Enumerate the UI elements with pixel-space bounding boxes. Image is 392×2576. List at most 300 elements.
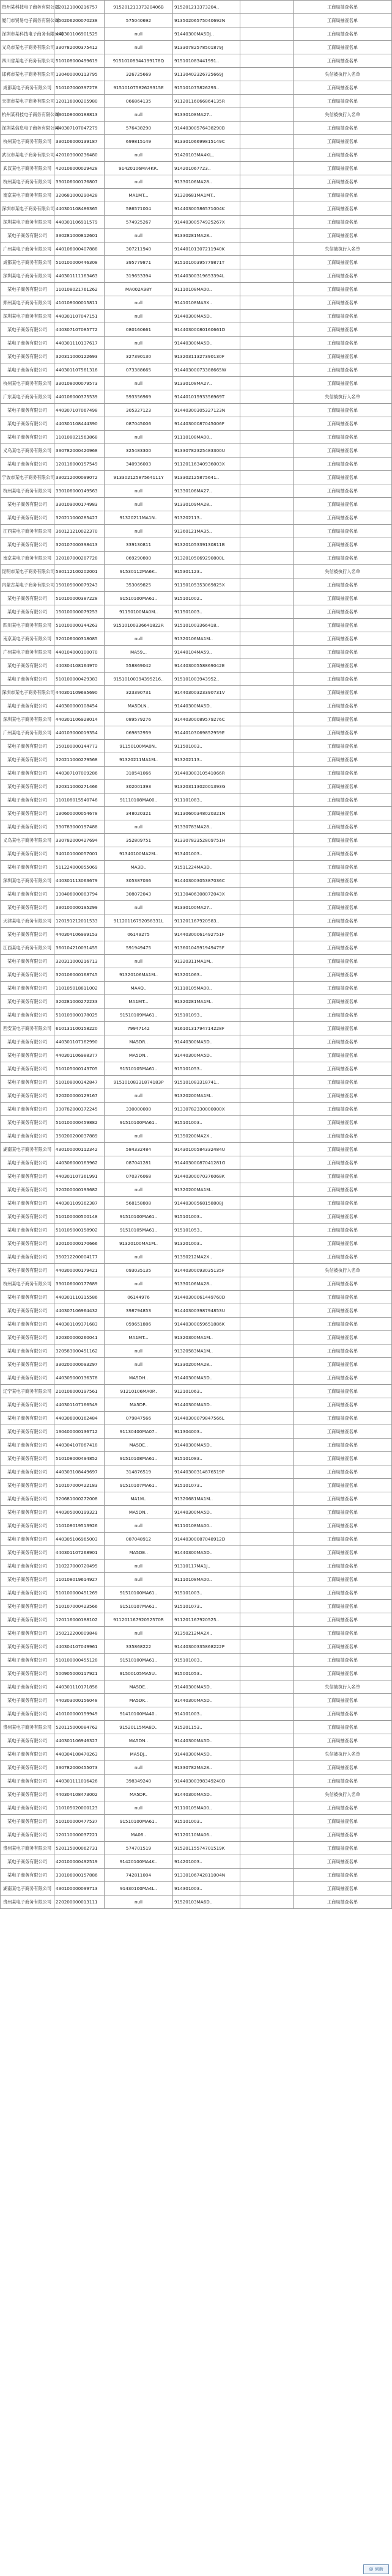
status-cell: 工商局抽查名单 <box>294 874 392 888</box>
company-name-cell: 某电子商务有限公司 <box>1 1156 54 1170</box>
org-code-cell: 699815149 <box>105 135 173 148</box>
blank-cell <box>240 269 294 283</box>
reg-code-cell: 320107000398413 <box>54 538 105 552</box>
reg-code-cell: 440300000179421 <box>54 1264 105 1277</box>
blank-cell <box>240 1062 294 1076</box>
blank-cell <box>240 1721 294 1734</box>
status-cell: 工商局抽查名单 <box>294 1062 392 1076</box>
reg-code-cell: 440301106901525 <box>54 27 105 41</box>
reg-code-cell: 440301107166549 <box>54 1398 105 1412</box>
blank-cell <box>240 431 294 444</box>
blank-cell <box>240 1183 294 1197</box>
company-name-cell: 某电子商务有限公司 <box>1 1546 54 1560</box>
blank-cell <box>240 444 294 458</box>
company-name-cell: 某电子商务有限公司 <box>1 605 54 619</box>
table-row <box>1 1452 392 1465</box>
table-row <box>1 1250 392 1264</box>
table-row <box>1 901 392 914</box>
table-row <box>1 1828 392 1842</box>
reg-code-cell: 330106000177689 <box>54 1277 105 1291</box>
org-code-cell: 91510100MA61.. <box>105 1815 173 1828</box>
status-cell: 工商局抽查名单 <box>294 1439 392 1452</box>
org-code-cell: 353069825 <box>105 578 173 592</box>
credit-code-cell: 91320106MA1M.. <box>173 632 240 646</box>
credit-code-cell: 91320311327390130F <box>173 350 240 363</box>
blank-cell <box>240 1103 294 1116</box>
table-row <box>1 1224 392 1237</box>
reg-code-cell: 320107000287728 <box>54 552 105 565</box>
table-row <box>1 995 392 1009</box>
reg-code-cell: 510100000451269 <box>54 1586 105 1600</box>
org-code-cell: 059651886 <box>105 1318 173 1331</box>
blank-cell <box>240 834 294 847</box>
credit-code-cell: 91350212MA2X.. <box>173 1250 240 1264</box>
table-row <box>1 780 392 794</box>
credit-code-cell: 911201167920583.. <box>173 914 240 928</box>
company-name-cell: 南京某电子商务有限公司 <box>1 632 54 646</box>
reg-code-cell: 440106000407888 <box>54 243 105 256</box>
company-name-cell: 某电子商务有限公司 <box>1 1600 54 1613</box>
status-cell: 工商局抽查名单 <box>294 699 392 713</box>
credit-code-cell: 91120116340936003X <box>173 458 240 471</box>
blank-cell <box>240 794 294 807</box>
credit-code-cell: 915101073.. <box>173 1479 240 1492</box>
status-cell: 工商局抽查名单 <box>294 95 392 108</box>
org-code-cell: 568158808 <box>105 1197 173 1210</box>
org-code-cell: 586571004 <box>105 202 173 216</box>
blank-cell <box>240 1425 294 1439</box>
org-code-cell: 91340100MA2M.. <box>105 847 173 861</box>
reg-code-cell: 440106000375539 <box>54 390 105 404</box>
status-cell: 工商局抽查名单 <box>294 377 392 390</box>
org-code-cell: MA1MT... <box>105 1331 173 1345</box>
table-row <box>1 1156 392 1170</box>
status-cell: 失信被执行人名单 <box>294 68 392 81</box>
reg-code-cell: 420103000236480 <box>54 148 105 162</box>
credit-code-cell: 911501003.. <box>173 605 240 619</box>
status-cell: 工商局抽查名单 <box>294 1465 392 1479</box>
status-cell: 工商局抽查名单 <box>294 1654 392 1667</box>
credit-code-cell: 91430100584332484U <box>173 1143 240 1156</box>
blank-cell <box>240 767 294 780</box>
credit-code-cell: 91520103MA6D.. <box>173 1896 240 1909</box>
org-code-cell: null <box>105 901 173 914</box>
company-name-cell: 深圳市某电子商务有限公司 <box>1 202 54 216</box>
status-cell: 工商局抽查名单 <box>294 269 392 283</box>
table-row <box>1 1 392 14</box>
table-row <box>1 471 392 484</box>
status-cell: 工商局抽查名单 <box>294 1573 392 1586</box>
status-cell: 工商局抽查名单 <box>294 982 392 995</box>
credit-code-cell: 91330782330000000X <box>173 1103 240 1116</box>
blank-cell <box>240 888 294 901</box>
reg-code-cell: 440305106965003 <box>54 1533 105 1546</box>
credit-code-cell: 915101083441991.. <box>173 54 240 68</box>
org-code-cell: 91330212587564111Y <box>105 471 173 484</box>
company-name-cell: 深圳某电子商务有限公司 <box>1 874 54 888</box>
company-name-cell: 某电子商务有限公司 <box>1 699 54 713</box>
reg-code-cell: 430100000099713 <box>54 1882 105 1896</box>
org-code-cell: null <box>105 27 173 41</box>
company-name-cell: 义乌市某电子商务有限公司 <box>1 41 54 54</box>
org-code-cell: MA5DE.. <box>105 1439 173 1452</box>
blank-cell <box>240 1210 294 1224</box>
table-row <box>1 122 392 135</box>
company-name-cell: 某电子商务有限公司 <box>1 1210 54 1224</box>
status-cell: 失信被执行人名单 <box>294 1788 392 1801</box>
credit-code-cell: 91110108MA00.. <box>173 1519 240 1533</box>
credit-code-cell: 91130402326725669J <box>173 68 240 81</box>
company-name-cell: 某电子商务有限公司 <box>1 498 54 511</box>
reg-code-cell: 330106000176807 <box>54 175 105 189</box>
credit-code-cell: 913201003.. <box>173 1237 240 1250</box>
reg-code-cell: 510107000423566 <box>54 1600 105 1613</box>
org-code-cell: null <box>105 175 173 189</box>
credit-code-cell: 91320300MA1M.. <box>173 1331 240 1345</box>
table-row <box>1 1049 392 1062</box>
org-code-cell: 575040692 <box>105 14 173 27</box>
org-code-cell: 91510100MA61.. <box>105 1654 173 1667</box>
table-row <box>1 1613 392 1627</box>
reg-code-cell: 320200000193682 <box>54 1183 105 1197</box>
credit-code-cell: 91440300061449760D <box>173 1291 240 1304</box>
reg-code-cell: 330100000195299 <box>54 901 105 914</box>
org-code-cell: 91210106MA0P.. <box>105 1385 173 1398</box>
status-cell: 工商局抽查名单 <box>294 552 392 565</box>
org-code-cell: MA5DP.. <box>105 1398 173 1412</box>
company-name-cell: 某电子商务有限公司 <box>1 955 54 968</box>
reg-code-cell: 330782000420968 <box>54 444 105 458</box>
status-cell: 工商局抽查名单 <box>294 928 392 941</box>
status-cell: 工商局抽查名单 <box>294 1492 392 1506</box>
org-code-cell: 91420106MA4KP.. <box>105 162 173 175</box>
reg-code-cell: 440301107047151 <box>54 310 105 323</box>
reg-code-cell: 320211000279568 <box>54 753 105 767</box>
status-cell: 工商局抽查名单 <box>294 1170 392 1183</box>
company-name-cell: 某电子商务有限公司 <box>1 404 54 417</box>
credit-code-cell: 91110108MA00.. <box>173 283 240 296</box>
blank-cell <box>240 41 294 54</box>
credit-code-cell: 91440300MA5D.. <box>173 1546 240 1560</box>
table-row <box>1 941 392 955</box>
company-name-cell: 某电子商务有限公司 <box>1 780 54 794</box>
status-cell: 工商局抽查名单 <box>294 1210 392 1224</box>
blank-cell <box>240 928 294 941</box>
table-row <box>1 54 392 68</box>
table-row <box>1 699 392 713</box>
table-row <box>1 1291 392 1304</box>
reg-code-cell: 330212000099072 <box>54 471 105 484</box>
status-cell: 工商局抽查名单 <box>294 888 392 901</box>
org-code-cell: 395779871 <box>105 256 173 269</box>
blank-cell <box>240 363 294 377</box>
blank-cell <box>240 189 294 202</box>
credit-code-cell: 911101083.. <box>173 794 240 807</box>
status-cell: 工商局抽查名单 <box>294 350 392 363</box>
org-code-cell: 398794853 <box>105 1304 173 1318</box>
credit-code-cell: 91330100MA27.. <box>173 901 240 914</box>
table-row <box>1 1573 392 1586</box>
company-name-cell: 某电子商务有限公司 <box>1 1089 54 1103</box>
status-cell: 工商局抽查名单 <box>294 847 392 861</box>
company-name-cell: 宁波市某电子商务有限公司 <box>1 471 54 484</box>
blank-cell <box>240 54 294 68</box>
table-row <box>1 1398 392 1412</box>
org-code-cell: null <box>105 1277 173 1291</box>
company-name-cell: 某电子商务有限公司 <box>1 659 54 673</box>
blank-cell <box>240 1049 294 1062</box>
org-code-cell: MA5DN.. <box>105 1734 173 1748</box>
table-row <box>1 458 392 471</box>
status-cell: 工商局抽查名单 <box>294 296 392 310</box>
company-name-cell: 某电子商务有限公司 <box>1 1116 54 1129</box>
credit-code-cell: 91330782MA28.. <box>173 1761 240 1775</box>
reg-code-cell: 120116000205980 <box>54 95 105 108</box>
table-row <box>1 283 392 296</box>
reg-code-cell: 511224000055069 <box>54 861 105 874</box>
blank-cell <box>240 995 294 1009</box>
company-name-cell: 某电子商务有限公司 <box>1 1291 54 1304</box>
blank-cell <box>240 955 294 968</box>
table-row <box>1 202 392 216</box>
table-row <box>1 1170 392 1183</box>
company-name-cell: 某电子商务有限公司 <box>1 1049 54 1062</box>
status-cell: 工商局抽查名单 <box>294 1371 392 1385</box>
reg-code-cell: 130600000054678 <box>54 807 105 820</box>
table-row <box>1 1855 392 1869</box>
company-name-cell: 某电子商务有限公司 <box>1 1304 54 1318</box>
org-code-cell: null <box>105 498 173 511</box>
company-name-cell: 广州某电子商务有限公司 <box>1 243 54 256</box>
reg-code-cell: 420106000029428 <box>54 162 105 175</box>
table-row <box>1 1546 392 1560</box>
blank-cell <box>240 1560 294 1573</box>
reg-code-cell: 440304108470263 <box>54 1748 105 1761</box>
table-row <box>1 1801 392 1815</box>
org-code-cell: 742811004 <box>105 1869 173 1882</box>
table-row <box>1 1035 392 1049</box>
table-row <box>1 363 392 377</box>
company-name-cell: 某电子商务有限公司 <box>1 431 54 444</box>
credit-code-cell: 91610131794714228F <box>173 1022 240 1035</box>
org-code-cell: MA002A98Y <box>105 283 173 296</box>
org-code-cell: 339130811 <box>105 538 173 552</box>
credit-code-cell: 91360121MA35.. <box>173 525 240 538</box>
credit-code-cell: 91440300070376068K <box>173 1170 240 1183</box>
credit-code-cell: 91440300558869042E <box>173 659 240 673</box>
blank-cell <box>240 1089 294 1103</box>
table-row <box>1 431 392 444</box>
status-cell: 工商局抽查名单 <box>294 54 392 68</box>
blank-cell <box>240 377 294 390</box>
credit-code-cell: 913201063.. <box>173 968 240 982</box>
reg-code-cell: 440301109695690 <box>54 686 105 699</box>
table-row <box>1 1560 392 1573</box>
org-code-cell: null <box>105 1183 173 1197</box>
company-name-cell: 成都某电子商务有限公司 <box>1 81 54 95</box>
company-name-cell: 南京某电子商务有限公司 <box>1 552 54 565</box>
org-code-cell: 087041281 <box>105 1156 173 1170</box>
company-name-cell: 某电子商务有限公司 <box>1 1775 54 1788</box>
reg-code-cell: 320311000216713 <box>54 955 105 968</box>
company-name-cell: 深圳某电子商务有限公司 <box>1 713 54 726</box>
org-code-cell: null <box>105 1519 173 1533</box>
status-cell: 工商局抽查名单 <box>294 646 392 659</box>
blank-cell <box>240 1197 294 1210</box>
reg-code-cell: 440305000199321 <box>54 1506 105 1519</box>
credit-code-cell: 912101063.. <box>173 1385 240 1398</box>
blank-cell <box>240 914 294 928</box>
status-cell: 失信被执行人名单 <box>294 243 392 256</box>
blank-cell <box>240 1694 294 1707</box>
credit-code-cell: 914301003.. <box>173 1882 240 1896</box>
blank-cell <box>240 968 294 982</box>
table-row <box>1 444 392 458</box>
credit-code-cell: 915101003943952.. <box>173 673 240 686</box>
credit-code-cell: 91440104MA59.. <box>173 646 240 659</box>
credit-code-cell: 91150105353069825X <box>173 578 240 592</box>
reg-code-cell: 330782000372245 <box>54 1103 105 1116</box>
company-name-cell: 湖南某电子商务有限公司 <box>1 1143 54 1156</box>
table-row <box>1 337 392 350</box>
credit-code-cell: 91440300310541066R <box>173 767 240 780</box>
table-row <box>1 861 392 874</box>
reg-code-cell: 320681000272008 <box>54 1492 105 1506</box>
status-cell: 工商局抽查名单 <box>294 1129 392 1143</box>
reg-code-cell: 320211000285427 <box>54 511 105 525</box>
org-code-cell: 584332484 <box>105 1143 173 1156</box>
table-row <box>1 1197 392 1210</box>
table-row <box>1 1237 392 1250</box>
reg-code-cell: 360121210022370 <box>54 525 105 538</box>
org-code-cell: 91510108344199178Q <box>105 54 173 68</box>
blank-cell <box>240 417 294 431</box>
company-name-cell: 武汉某电子商务有限公司 <box>1 162 54 175</box>
credit-code-cell: 91320281MA1M.. <box>173 995 240 1009</box>
company-name-cell: 某电子商务有限公司 <box>1 1627 54 1640</box>
blank-cell <box>240 1775 294 1788</box>
table-row <box>1 1748 392 1761</box>
org-code-cell: null <box>105 1129 173 1143</box>
table-row <box>1 1022 392 1035</box>
company-name-cell: 某电子商务有限公司 <box>1 1197 54 1210</box>
company-name-cell: 杭州某电子商务有限公司 <box>1 484 54 498</box>
reg-code-cell: 320311000122693 <box>54 350 105 363</box>
table-row <box>1 578 392 592</box>
reg-code-cell: 330782000427694 <box>54 834 105 847</box>
status-cell: 工商局抽查名单 <box>294 525 392 538</box>
reg-code-cell: 410108000015811 <box>54 296 105 310</box>
status-cell: 工商局抽查名单 <box>294 673 392 686</box>
company-name-cell: 贵州某电子商务有限公司 <box>1 1721 54 1734</box>
table-row <box>1 914 392 928</box>
company-name-cell: 某电子商务有限公司 <box>1 1358 54 1371</box>
status-cell: 工商局抽查名单 <box>294 1882 392 1896</box>
table-row <box>1 847 392 861</box>
credit-code-cell: 915101083318741.. <box>173 1076 240 1089</box>
table-row <box>1 646 392 659</box>
reg-code-cell: 440301107361991 <box>54 1170 105 1183</box>
status-cell: 工商局抽查名单 <box>294 1667 392 1680</box>
blank-cell <box>240 337 294 350</box>
blank-cell <box>240 1277 294 1291</box>
table-row <box>1 686 392 699</box>
blank-cell <box>240 632 294 646</box>
org-code-cell: 91320106MA1M.. <box>105 968 173 982</box>
credit-code-cell: 91350206575040692N <box>173 14 240 27</box>
blank-cell <box>240 525 294 538</box>
reg-code-cell: 110105020000123 <box>54 1801 105 1815</box>
table-row <box>1 511 392 525</box>
credit-code-cell: 91310117MA1J.. <box>173 1560 240 1573</box>
reg-code-cell: 330783000197488 <box>54 820 105 834</box>
org-code-cell: MA5DK.. <box>105 1694 173 1707</box>
org-code-cell: 314876519 <box>105 1465 173 1479</box>
reg-code-cell: 320300000260041 <box>54 1331 105 1345</box>
table-row <box>1 888 392 901</box>
credit-code-cell: 91330106742811004N <box>173 1869 240 1882</box>
credit-code-cell: 91410108MA3X.. <box>173 296 240 310</box>
credit-code-cell: 913202113.. <box>173 753 240 767</box>
credit-code-cell: 91440300087045006F <box>173 417 240 431</box>
credit-code-cell: 91350200MA2X.. <box>173 1129 240 1143</box>
table-row <box>1 726 392 740</box>
table-row <box>1 1385 392 1398</box>
org-code-cell: 069290800 <box>105 552 173 565</box>
credit-code-cell: 91440300087041281G <box>173 1156 240 1170</box>
table-row <box>1 1667 392 1680</box>
status-cell: 工商局抽查名单 <box>294 417 392 431</box>
company-name-cell: 某电子商务有限公司 <box>1 673 54 686</box>
status-cell: 工商局抽查名单 <box>294 14 392 27</box>
status-cell: 工商局抽查名单 <box>294 175 392 189</box>
org-code-cell: 91510105MA61.. <box>105 1062 173 1076</box>
blank-cell <box>240 726 294 740</box>
blank-cell <box>240 807 294 820</box>
blank-cell <box>240 471 294 484</box>
org-code-cell: null <box>105 1358 173 1371</box>
company-name-cell: 广州某电子商务有限公司 <box>1 646 54 659</box>
credit-code-cell: 915101083.. <box>173 1452 240 1465</box>
status-cell: 工商局抽查名单 <box>294 901 392 914</box>
status-cell: 工商局抽查名单 <box>294 1613 392 1627</box>
table-row <box>1 310 392 323</box>
credit-code-cell: 91330108MA27.. <box>173 108 240 122</box>
reg-code-cell: 320100000170666 <box>54 1237 105 1250</box>
reg-code-cell: 510109000178025 <box>54 1009 105 1022</box>
blank-cell <box>240 1546 294 1560</box>
reg-code-cell: 510100000446308 <box>54 256 105 269</box>
reg-code-cell: 440307107009286 <box>54 767 105 780</box>
org-code-cell: 06144976 <box>105 1291 173 1304</box>
status-cell: 工商局抽查名单 <box>294 941 392 955</box>
org-code-cell: 91510109MA61.. <box>105 1009 173 1022</box>
org-code-cell: 574701519 <box>105 1842 173 1855</box>
credit-code-cell: 91440300314876519P <box>173 1465 240 1479</box>
table-row <box>1 820 392 834</box>
blank-cell <box>240 1600 294 1613</box>
status-cell: 工商局抽查名单 <box>294 1277 392 1291</box>
reg-code-cell: 440300000108454 <box>54 699 105 713</box>
status-cell: 工商局抽查名单 <box>294 1 392 14</box>
blank-cell <box>240 1412 294 1425</box>
blank-cell <box>240 740 294 753</box>
org-code-cell: 91430100MA4L.. <box>105 1882 173 1896</box>
company-name-cell: 某电子商务有限公司 <box>1 458 54 471</box>
org-code-cell: 323390731 <box>105 686 173 699</box>
blank-cell <box>240 861 294 874</box>
org-code-cell: 302001393 <box>105 780 173 794</box>
